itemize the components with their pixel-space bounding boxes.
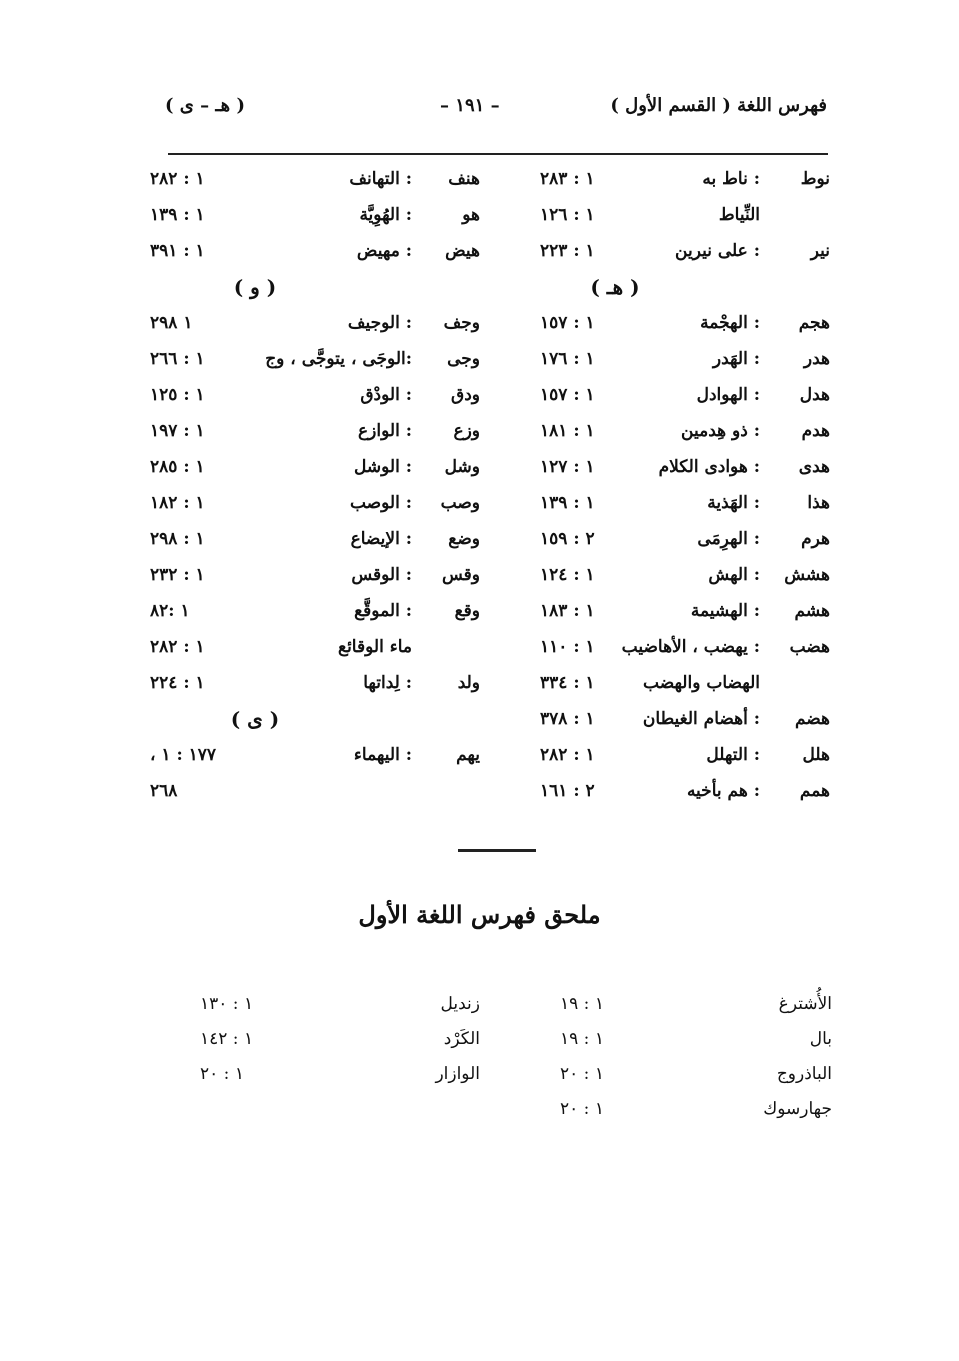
- index-entry: [150, 309, 480, 345]
- entry-reference: ١ : ١٥٧: [540, 313, 595, 333]
- entry-word: : الهوادل: [696, 385, 760, 405]
- entry-reference: ١ : ٣٩١: [150, 241, 205, 261]
- entry-root: نير: [810, 241, 830, 261]
- entry-word: : الهش: [708, 565, 760, 585]
- index-entry: [520, 201, 830, 237]
- index-entry: [150, 561, 480, 597]
- entry-reference: ١ : ١٧٦: [540, 349, 595, 369]
- entry-reference: ١ : ١٢٤: [540, 565, 595, 585]
- entry-reference: ١ : ١٣٩: [540, 493, 595, 513]
- appendix-word: الأُشترغ: [778, 994, 832, 1014]
- entry-word: : الهشيمة: [690, 601, 760, 621]
- entry-reference: ١ : ٢٢٣: [540, 241, 595, 261]
- entry-word: : اليهماء: [353, 745, 412, 765]
- index-entry: [150, 453, 480, 489]
- entry-word: : يهضب ، الأهاضيب: [621, 637, 760, 657]
- appendix-word: الباذروج: [776, 1064, 832, 1084]
- appendix-reference: ١ : ٢٠: [560, 1064, 604, 1084]
- index-entry: [520, 633, 830, 669]
- index-entry: [150, 237, 480, 273]
- index-entry: [150, 201, 480, 237]
- entry-reference: ، ١٧٧ : ١: [150, 745, 217, 765]
- appendix-word: الكَرْد: [443, 1029, 480, 1049]
- entry-word: : الوشل: [354, 457, 412, 477]
- index-entry: [150, 165, 480, 201]
- appendix-entry: [530, 1095, 832, 1130]
- entry-reference: ١ : ١٨٣: [540, 601, 595, 621]
- entry-word: : التهلل: [706, 745, 760, 765]
- index-entry: [520, 669, 830, 705]
- index-column-left: [150, 165, 480, 813]
- entry-reference: ١ : ١١٠: [540, 637, 595, 657]
- entry-reference: ٢٦٨: [150, 781, 178, 801]
- index-entry: [520, 561, 830, 597]
- index-entry: [150, 345, 480, 381]
- appendix-reference: ١ : ١٣٠: [200, 994, 254, 1014]
- entry-root: هرم: [801, 529, 830, 549]
- entry-reference: ١ : ١٨٢: [150, 493, 205, 513]
- header-rule: [168, 153, 828, 155]
- entry-word: ماء الوقائع: [338, 637, 412, 657]
- entry-word: : مهيض: [356, 241, 412, 261]
- entry-reference: ١ : ٢٣٢: [150, 565, 205, 585]
- entry-word: : الإيضاع: [350, 529, 412, 549]
- appendix-word: جهارسوك: [763, 1099, 832, 1119]
- section-letter: ( و ): [233, 275, 277, 299]
- index-entry: [520, 489, 830, 525]
- letter-range: ( هـ – ى ): [165, 95, 245, 116]
- appendix-reference: ١ : ١٩: [560, 994, 604, 1014]
- index-entry: [150, 597, 480, 633]
- entry-reference: ١ ٢٩٨: [150, 313, 193, 333]
- entry-root: وضع: [448, 529, 480, 549]
- entry-word: : الهُوِيَّة: [359, 205, 412, 225]
- entry-word: الهضاب والهضب: [643, 673, 760, 693]
- entry-reference: ١ : ٢٩٨: [150, 529, 205, 549]
- entry-reference: ١ : ١٣٩: [150, 205, 205, 225]
- index-entry: [520, 453, 830, 489]
- appendix-word: زنديل: [440, 994, 480, 1014]
- appendix-word: الوازار: [435, 1064, 480, 1084]
- entry-root: وجى: [447, 349, 480, 369]
- entry-root: هضب: [789, 637, 830, 657]
- entry-root: وقس: [441, 565, 480, 585]
- entry-root: هنف: [448, 169, 480, 189]
- entry-reference: ١ : ٣٧٨: [540, 709, 595, 729]
- index-entry: [520, 525, 830, 561]
- entry-root: نوط: [800, 169, 830, 189]
- entry-word: : الهَدر: [712, 349, 760, 369]
- index-entry: [150, 633, 480, 669]
- entry-word: : التهانف: [349, 169, 412, 189]
- index-entry: [150, 741, 480, 777]
- appendix-column-left: [190, 990, 480, 1095]
- entry-root: وشل: [444, 457, 480, 477]
- entry-word: : الوقس: [351, 565, 412, 585]
- appendix-title: ملحق فهرس اللغة الأول: [358, 900, 601, 929]
- section-heading: [150, 705, 480, 741]
- appendix-entry: [530, 990, 832, 1025]
- appendix-reference: ١ : ١٩: [560, 1029, 604, 1049]
- entry-root: هلل: [802, 745, 830, 765]
- entry-word: : على نيرين: [675, 241, 760, 261]
- entry-word: : لِداتها: [363, 673, 412, 693]
- appendix-reference: ١ : ٢٠: [560, 1099, 604, 1119]
- appendix-column-right: [530, 990, 832, 1130]
- section-heading: [150, 273, 480, 309]
- index-entry: [520, 381, 830, 417]
- entry-word: النِّياط: [718, 205, 760, 225]
- entry-word: : هم بأخيه: [686, 781, 760, 801]
- entry-root: وصب: [440, 493, 480, 513]
- index-entry: [150, 777, 480, 813]
- index-column-right: [520, 165, 830, 813]
- entry-reference: ١ :٨٢: [150, 601, 190, 621]
- entry-word: : الوجيف: [347, 313, 412, 333]
- index-entry: [520, 741, 830, 777]
- entry-root: هدل: [799, 385, 830, 405]
- appendix-word: بال: [809, 1029, 832, 1049]
- section-letter: ( هـ ): [590, 275, 640, 299]
- entry-root: ودق: [451, 385, 480, 405]
- entry-word: : هوادى الكلام: [658, 457, 760, 477]
- entry-root: وجف: [443, 313, 480, 333]
- index-entry: [150, 417, 480, 453]
- entry-root: هذا: [807, 493, 830, 513]
- entry-root: هدى: [798, 457, 830, 477]
- section-heading: [520, 273, 830, 309]
- entry-root: هيض: [445, 241, 480, 261]
- index-entry: [520, 777, 830, 813]
- entry-root: هجم: [798, 313, 830, 333]
- appendix-entry: [530, 1060, 832, 1095]
- entry-reference: ١ : ٣٣٤: [540, 673, 595, 693]
- index-entry: [150, 525, 480, 561]
- entry-root: ولد: [457, 673, 480, 693]
- index-entry: [150, 381, 480, 417]
- entry-reference: ١ : ١٢٧: [540, 457, 595, 477]
- entry-word: : الوازع: [358, 421, 412, 441]
- entry-reference: ٢ : ١٦١: [540, 781, 595, 801]
- entry-root: هدم: [801, 421, 830, 441]
- entry-reference: ١ : ٢٨٢: [540, 745, 595, 765]
- index-entry: [150, 489, 480, 525]
- appendix-reference: ١ : ٢٠: [200, 1064, 244, 1084]
- entry-root: هضم: [794, 709, 830, 729]
- index-entry: [520, 165, 830, 201]
- entry-reference: ١ : ١٨١: [540, 421, 595, 441]
- entry-root: يهم: [456, 745, 480, 765]
- appendix-entry: [530, 1025, 832, 1060]
- appendix-entry: [190, 990, 480, 1025]
- entry-word: : أهضام الغيطان: [642, 709, 760, 729]
- appendix-reference: ١ : ١٤٢: [200, 1029, 254, 1049]
- entry-root: هو: [462, 205, 480, 225]
- entry-word: : الهرِمَى: [697, 529, 760, 549]
- entry-word: : الموقَّع: [354, 601, 412, 621]
- index-entry: [520, 417, 830, 453]
- entry-reference: ١ : ١٥٧: [540, 385, 595, 405]
- appendix-entry: [190, 1060, 480, 1095]
- index-entry: [520, 597, 830, 633]
- index-entry: [150, 669, 480, 705]
- entry-reference: ١ : ٢٨٥: [150, 457, 205, 477]
- entry-reference: ٢ : ١٥٩: [540, 529, 595, 549]
- entry-word: : الودْق: [360, 385, 412, 405]
- appendix-entry: [190, 1025, 480, 1060]
- entry-word: : الهجْمة: [700, 313, 760, 333]
- index-entry: [520, 705, 830, 741]
- entry-word: : ناط به: [702, 169, 760, 189]
- section-divider: [458, 849, 536, 852]
- entry-word: : الهَذية: [707, 493, 760, 513]
- entry-reference: ١ : ١٩٧: [150, 421, 205, 441]
- entry-reference: ١ : ٢٨٢: [150, 637, 205, 657]
- entry-reference: ١ : ٢٦٦: [150, 349, 205, 369]
- entry-root: وقع: [454, 601, 480, 621]
- index-entry: [520, 237, 830, 273]
- page-number: – ١٩١ –: [440, 95, 500, 116]
- entry-root: هدر: [803, 349, 830, 369]
- index-entry: [520, 309, 830, 345]
- entry-root: هشش: [784, 565, 830, 585]
- entry-word: : ذو هِدمين: [681, 421, 760, 441]
- running-title: فهرس اللغة ( القسم الأول ): [610, 95, 827, 116]
- entry-word: : الوصب: [349, 493, 412, 513]
- entry-reference: ١ : ١٢٦: [540, 205, 595, 225]
- entry-root: هشم: [794, 601, 830, 621]
- entry-reference: ١ : ١٢٥: [150, 385, 205, 405]
- section-letter: ( ى ): [230, 707, 280, 731]
- entry-root: همم: [799, 781, 830, 801]
- index-entry: [520, 345, 830, 381]
- entry-reference: ١ : ٢٢٤: [150, 673, 205, 693]
- entry-root: وزع: [453, 421, 480, 441]
- entry-reference: ١ : ٢٨٢: [150, 169, 205, 189]
- entry-reference: ١ : ٢٨٣: [540, 169, 595, 189]
- entry-word: :الوجَى ، يتوجَّى ، وج: [265, 349, 412, 369]
